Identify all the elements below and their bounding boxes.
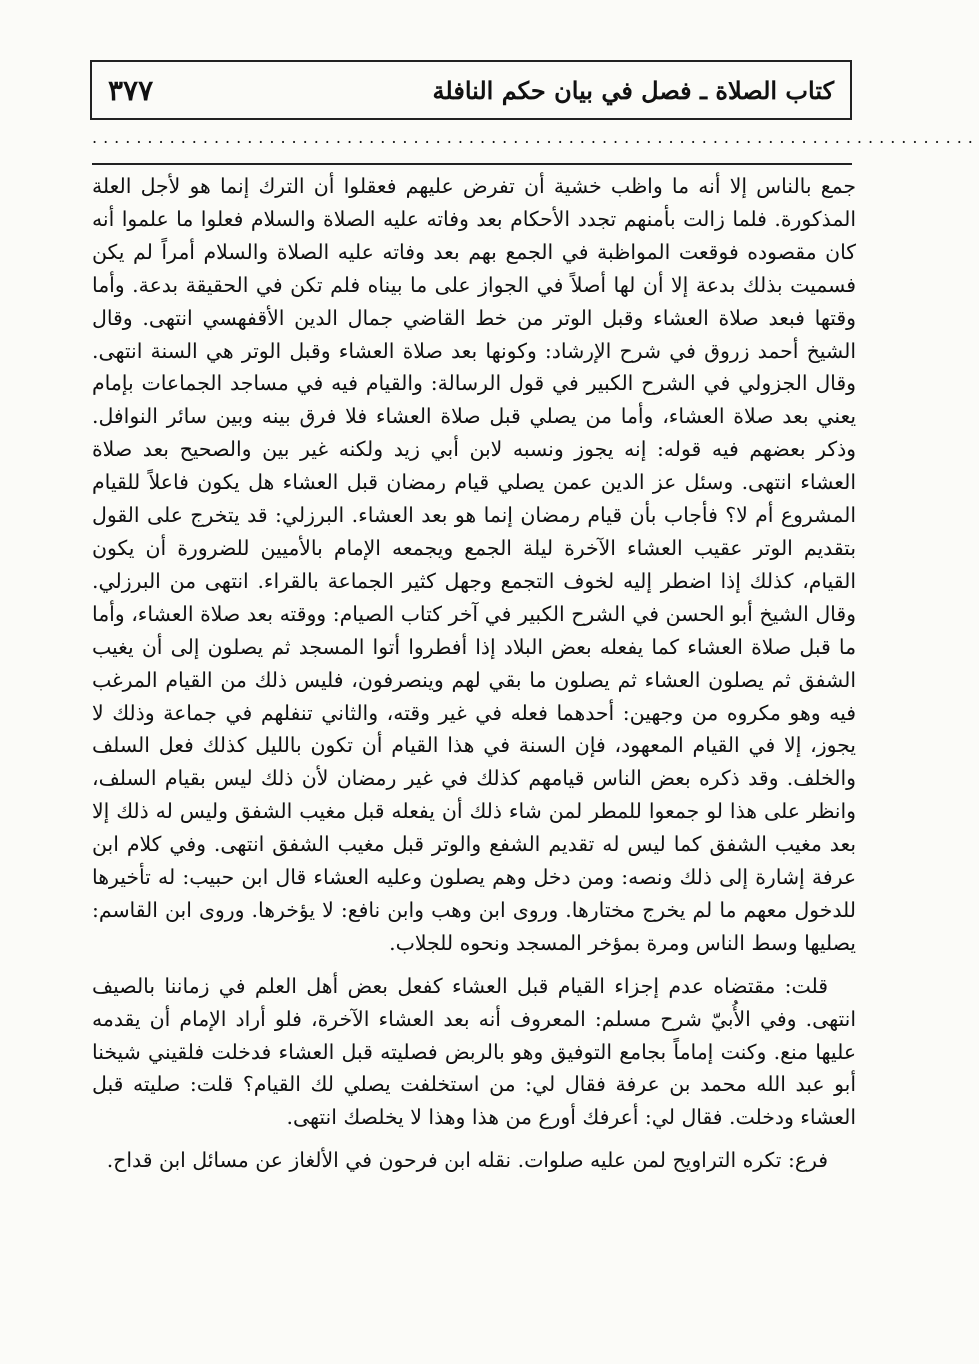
header-rule	[92, 163, 852, 165]
running-title: كتاب الصلاة ـ فصل في بيان حكم النافلة	[432, 75, 834, 105]
paragraph-main: جمع بالناس إلا أنه ما واظب خشية أن تفرض عليهم فعقلوا أن الترك إنما هو لأجل العلة المذكورة. فلما زالت بأمنهم تجدد الأحكام بعد وفاته عليه الصلاة والسلام فعلوا ما علموا أنه كان مقصوده فوقعت المواظبة في الجمع بهم بعد وفاته عليه الصلاة والسلام أمراً لم يكن فسميت بذلك بدعة إلا أن لها أصلاً في الجواز على ما بيناه فلم تكن في الحقيقة بدعة. وأما وقتها فبعد صلاة العشاء وقبل الوتر من خط القاضي جمال الدين الأقفهسي انتهى. وقال الشيخ أحمد زروق في شرح الإرشاد: وكونها بعد صلاة العشاء وقبل الوتر هي السنة انتهى. وقال الجزولي في الشرح الكبير في قول الرسالة: والقيام فيه في مساجد الجماعات بإمام يعني بعد صلاة العشاء، وأما من يصلي قبل صلاة العشاء فلا فرق بينه وبين سائر النوافل. وذكر بعضهم فيه قوله: إنه يجوز ونسبه لابن أبي زيد ولكنه غير بين والصحيح بعد صلاة العشاء انتهى. وسئل عز الدين عمن يصلي قيام رمضان قبل العشاء هل يكون فاعلاً للقيام المشروع أم لا؟ فأجاب بأن قيام رمضان إنما هو بعد العشاء. البرزلي: قد يتخرج على القول بتقديم الوتر عقيب العشاء الآخرة ليلة الجمع ويجمعه الإمام بالأميين للضرورة أن يكون القيام، كذلك إذا اضطر إليه لخوف التجمع وجهل كثير الجماعة بالقراء. انتهى من البرزلي. وقال الشيخ أبو الحسن في الشرح الكبير في آخر كتاب الصيام: ووقته بعد صلاة العشاء، وأما ما قبل صلاة العشاء كما يفعله بعض البلاد إذا أفطروا أتوا المسجد ثم يصلون إلى أن يغيب الشفق ثم يصلون العشاء ثم يصلون ما بقي لهم وينصرفون، فليس ذلك من القيام المرغب فيه وهو مكروه من وجهين: أحدهما فعله في غير وقته، والثاني تنفلهم في جماعة وذلك لا يجوز، إلا في القيام المعهود، فإن السنة في هذا القيام أن تكون بالليل كذلك فعل السلف والخلف. وقد ذكره بعض الناس قيامهم كذلك في غير رمضان لأن ذلك ليس بقيام السلف، وانظر على هذا لو جمعوا للمطر لمن شاء ذلك أن يفعله قبل مغيب الشفق وليس له ذلك إلا بعد مغيب الشفق كما ليس له تقديم الشفع والوتر قبل مغيب الشفق انتهى. وفي كلام ابن عرفة إشارة إلى ذلك ونصه: ومن دخل وهم يصلون وعليه العشاء قال ابن حبيب: له تأخيرها للدخول معهم ما لم يخرج مختارها. وروى ابن وهب وابن نافع: لا يؤخرها. وروى ابن القاسم: يصليها وسط الناس ومرة بمؤخر المسجد ونحوه للجلاب.	[92, 174, 856, 955]
paragraph-far: فرع: تكره التراويح لمن عليه صلوات. نقله ابن فرحون في الألغاز عن مسائل ابن قداح.	[106, 1148, 828, 1173]
dotted-separator: ................................................................................	[92, 128, 979, 147]
page-number: ٣٧٧	[108, 73, 154, 107]
main-text	[92, 170, 856, 1177]
page-header	[90, 60, 852, 120]
paragraph-qult: قلت: مقتضاه عدم إجزاء القيام قبل العشاء كفعل بعض أهل العلم في زماننا بالصيف انتهى. وفي الأُبيّ شرح مسلم: المعروف أنه بعد العشاء الآخرة، فلو أراد الإمام أن يقدمه عليها منع. وكنت إماماً بجامع التوفيق وهو بالربض فصليته قبل العشاء فدخلت فلقيني شيخنا أبو عبد الله محمد بن عرفة فقال لي: من استخلفت يصلي لك القيام؟ قلت: صليته قبل العشاء ودخلت. فقال لي: أعرفك أورع من هذا وهذا لا يخلصك انتهى.	[92, 973, 856, 1130]
